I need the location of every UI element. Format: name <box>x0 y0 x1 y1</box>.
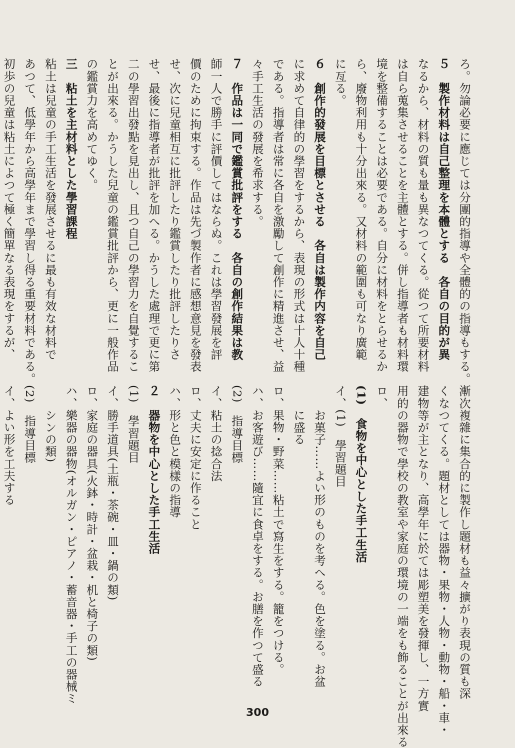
section-heading-line: ５ 製作材料は自己整理を本體とする 各自の目的が異 <box>437 58 452 361</box>
text-line: に求めて自律的の學習をするから、表現の形式は十人十種 <box>292 58 307 373</box>
section-heading-line: ７ 作品は一同で鑑賞批評をする 各自の創作結果は教 <box>230 58 245 361</box>
text-line: は自ら蒐集させることを主體とする。併し指導者も材料環 <box>395 58 410 373</box>
text-line: ロ、 <box>375 385 390 410</box>
text-line: ロ、丈夫に安定に作ること <box>188 385 203 531</box>
text-line: イ、勝手道具(土瓶・茶碗・皿・鍋の類) <box>106 385 121 601</box>
text-line: あつて、低學年から高學年まで學習し得る重要材料である。 <box>23 58 38 385</box>
text-line: せ、次に兒童相互に批評したり鑑賞したり批評したりさ <box>168 58 183 361</box>
text-line: 用的の器物で學校の教室や家庭の環境の一端をも飾ることが出來る <box>395 385 410 748</box>
text-line: シンの類) <box>43 385 58 463</box>
text-line: ろ。勿論必要に應じては分團的指導や全體的の指導もする。 <box>458 58 472 385</box>
text-line: に亙る。 <box>333 58 348 107</box>
text-line: 師一人で勝手に評價してはならぬ。これは學習發展を評 <box>209 58 224 361</box>
text-line: お菓子……よい形のものを考へる。色を塗る。お盆 <box>313 385 328 688</box>
text-line: 粘土は兒童の手工生活を發展させるに最も有效な材料で <box>43 58 58 361</box>
text-line: 境を整備することは必要である。自分に材料をとらせるか <box>375 58 390 373</box>
text-line: イ、粘土の捻合法 <box>209 385 224 482</box>
upper-text-block <box>2 58 475 385</box>
page-number: 300 <box>246 706 269 719</box>
text-line: くなつてくる。題材としては器物・果物・人物・動物・船・車・ <box>437 385 452 736</box>
text-line: ロ、果物・野菜……粘土で寫生をする。籠をつける。 <box>271 385 286 676</box>
text-line: とが出來る。かうした兒童の鑑賞批評から、更に一般作品 <box>106 58 121 373</box>
text-line: (2) 指導目標 <box>23 385 38 464</box>
text-line: ハ、形と色と模樣の指導 <box>168 385 183 519</box>
text-line: に盛る <box>292 385 307 446</box>
text-line: 初歩の兒童は粘土によつて極く簡單なる表現をするが、 <box>2 58 17 361</box>
text-line: 二の學習出發點を見出し、且つ自己の學習力を自覺するこ <box>126 58 141 373</box>
section-heading-line: 三 粘土を主材料とした學習課程 <box>64 58 79 240</box>
text-line: 々手工生活の發展を希求する。 <box>250 58 265 228</box>
text-line: せ、最後に指導者が批評を加へる。かうした處理で更に第 <box>147 58 162 373</box>
text-line: (1) 學習題目 <box>126 385 141 464</box>
text-line: (2) 指導目標 <box>230 385 245 464</box>
section-heading-line: ６ 創作的發展を目標とさせる 各自は製作内容を自己 <box>313 58 328 361</box>
text-line: 漸次複雜に集合的に製作し題材も益々擴がり表現の質も深 <box>458 385 472 700</box>
text-line: 建物等が主となり、高學年に於ては彫塑美を發揮し、一方實 <box>416 385 431 712</box>
text-line: ら、廢物利用も十分出來る。又材料の範圍も可なり廣範 <box>354 58 369 361</box>
section-heading-line: ２ 器物を中心とした手工生活 <box>147 385 162 555</box>
text-line: イ、よい形を工夫する <box>2 385 17 506</box>
text-line: イ、(1) 學習題目 <box>333 385 348 488</box>
text-line: なるから、材料の質も量も異なつてくる。從つて所要材料 <box>416 58 431 373</box>
text-line: の鑑賞力を高めてゆく。 <box>85 58 100 192</box>
text-line: 價のために拘束する。作品は先づ製作者に感想意見を發表 <box>188 58 203 373</box>
text-line: ハ、樂器の器物(オルガン・ピアノ・蓄音器・手工の器械ミ <box>64 385 79 705</box>
section-heading-line: (1) 食物を中心とした手工生活 <box>354 385 369 563</box>
text-line: である。指導者は常に各自を激勵して創作に精進させ、益 <box>271 58 286 373</box>
text-line: ロ、家庭の器具(火鉢・時計・盆栽・机と椅子の類) <box>85 385 100 662</box>
text-line: ハ、お客遊び……隨宜に食卓をする。お膳を作つて盛る <box>250 385 265 688</box>
